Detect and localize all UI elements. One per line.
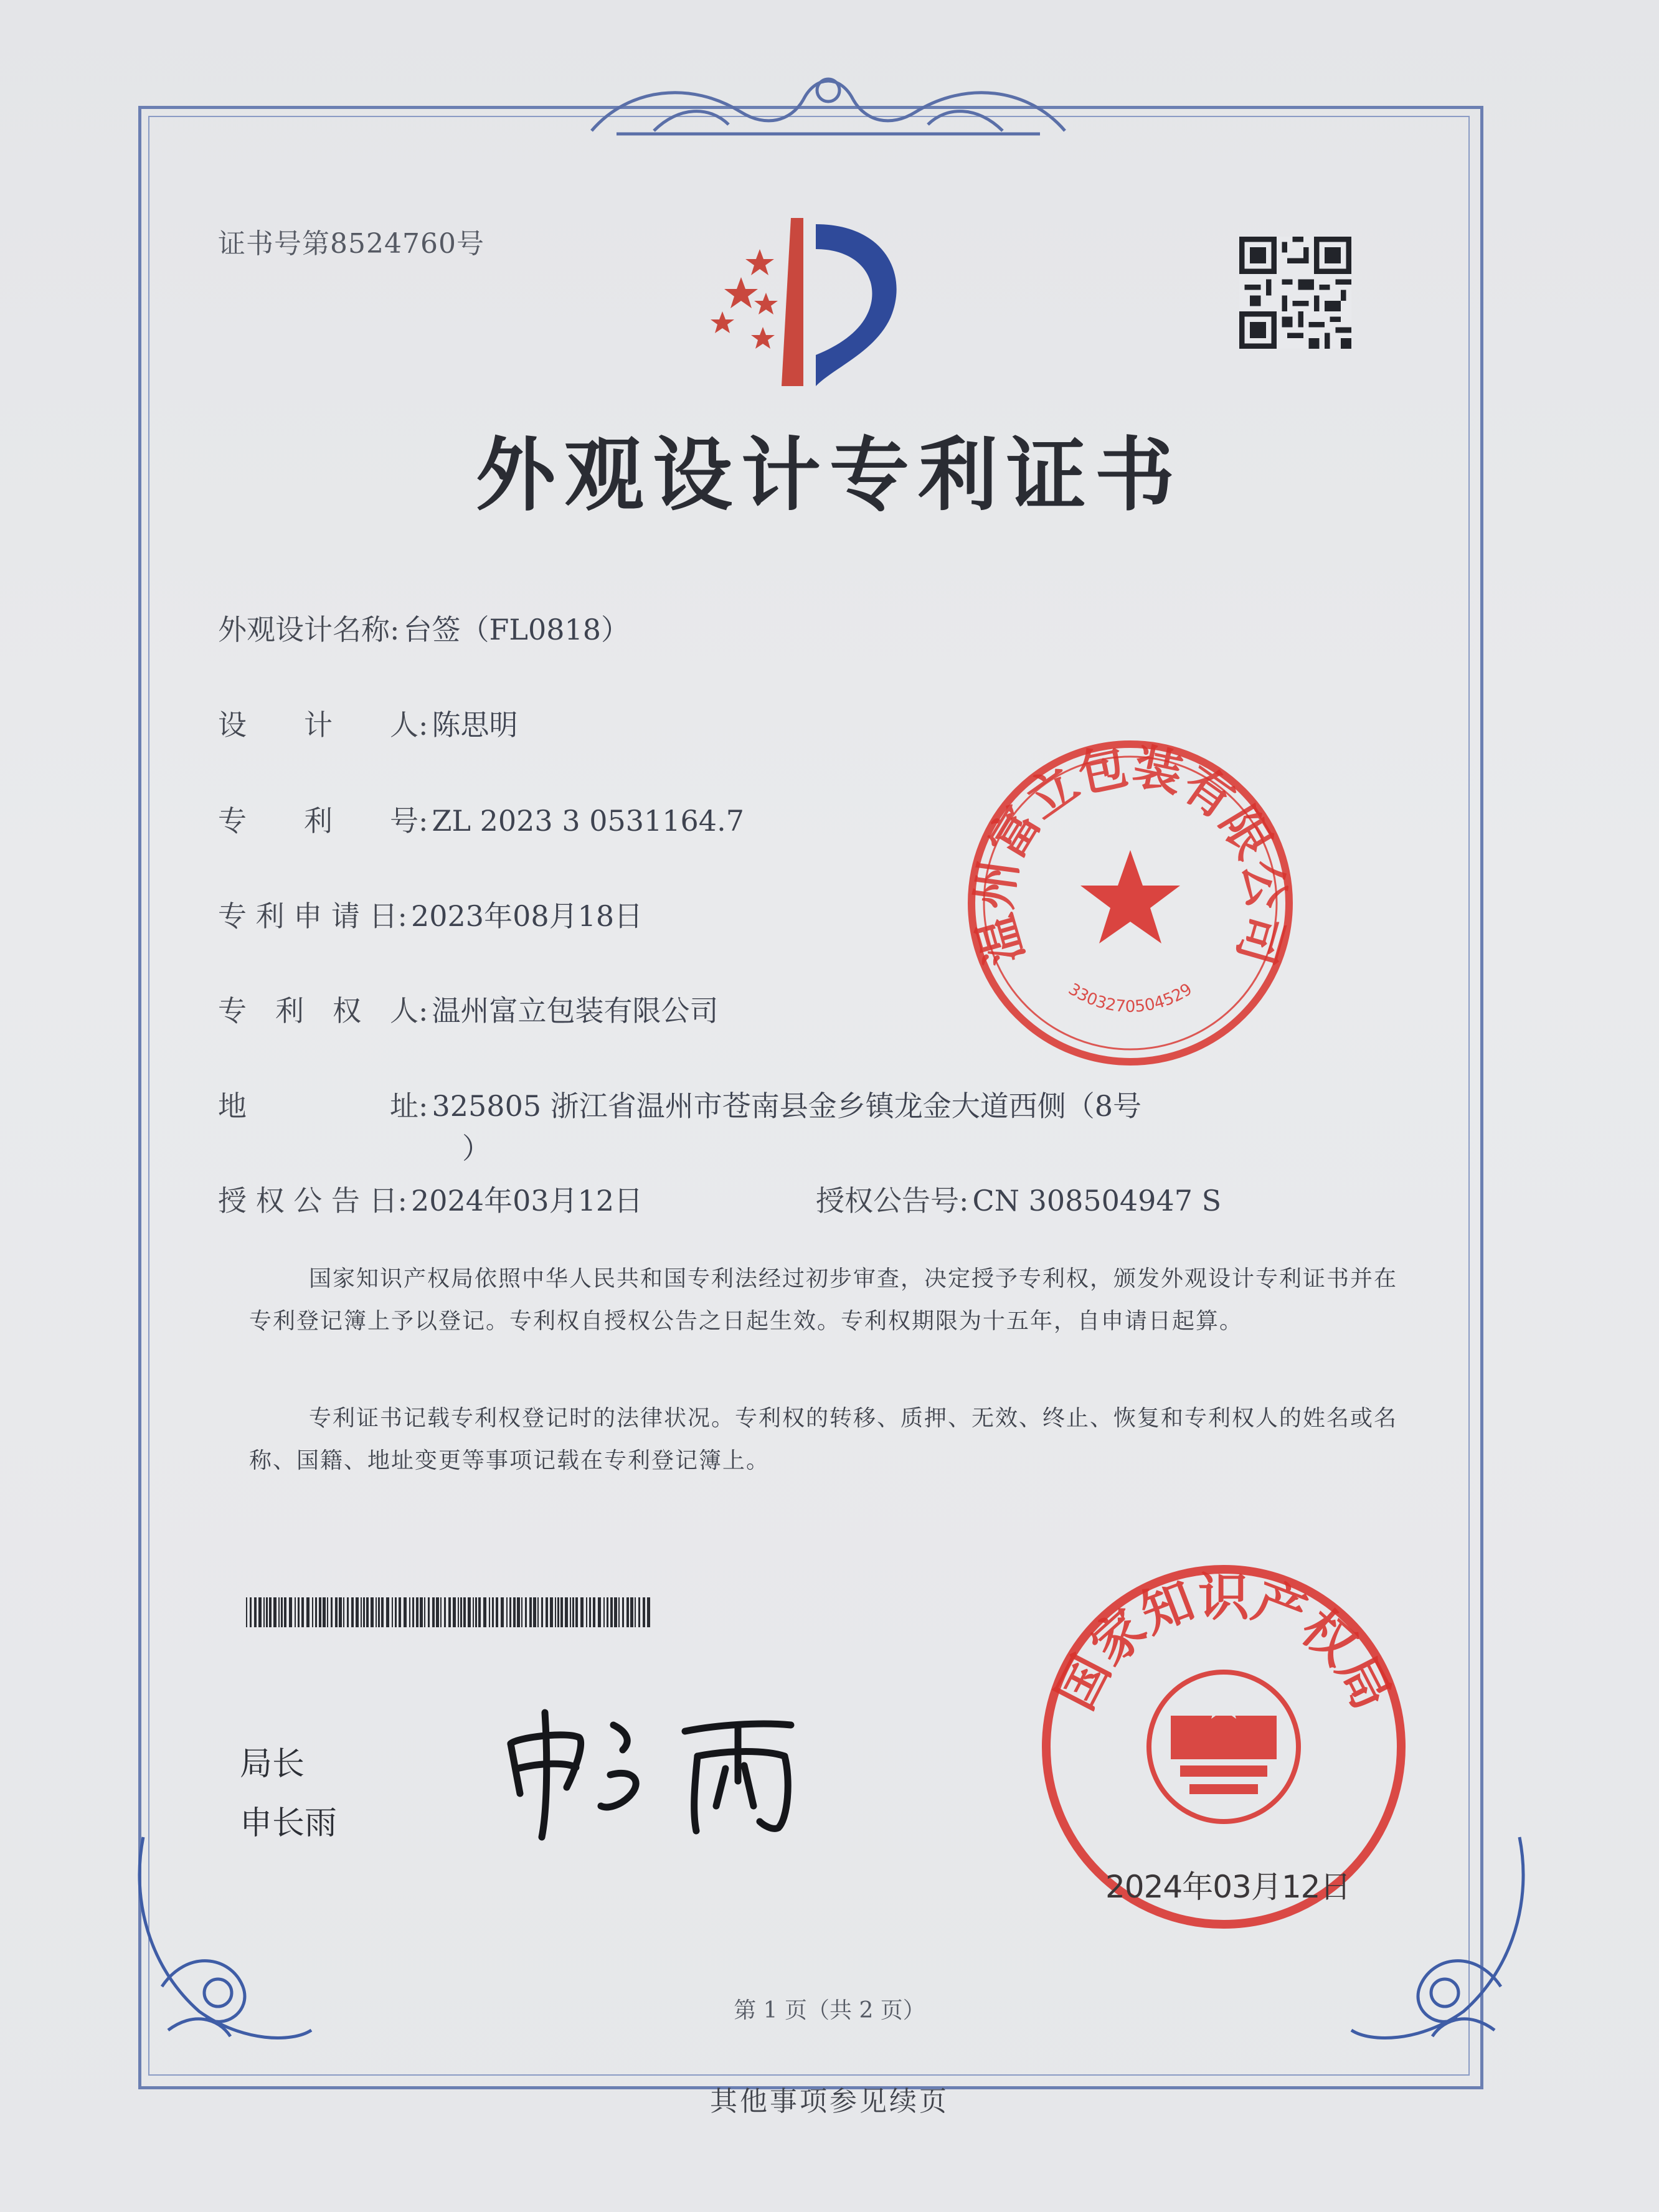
barcode-bar xyxy=(395,1597,397,1627)
barcode-bar xyxy=(246,1597,247,1627)
barcode-bar xyxy=(356,1597,359,1627)
barcode-bar xyxy=(327,1597,328,1627)
field-label: 外观设计名称: xyxy=(218,613,400,646)
barcode-bar xyxy=(319,1597,321,1627)
barcode-bar xyxy=(643,1597,645,1627)
field-value: 台签（FL0818） xyxy=(403,613,630,646)
barcode-bar xyxy=(610,1597,613,1627)
barcode-bar xyxy=(335,1597,338,1627)
barcode-bar xyxy=(347,1597,349,1627)
barcode-bar xyxy=(614,1597,617,1627)
statement-paragraph-1: 国家知识产权局依照中华人民共和国专利法经过初步审查，决定授予专利权，颁发外观设计专利证书并在专利登记簿上予以登记。专利权自授权公告之日起生效。专利权期限为十五年，自申请日起算。 xyxy=(249,1266,1398,1334)
barcode-bar xyxy=(428,1597,430,1627)
field-value: 2023年08月18日 xyxy=(411,899,643,933)
top-ornament xyxy=(579,62,1077,143)
statement-paragraph-2: 专利证书记载专利权登记时的法律状况。专利权的转移、质押、无效、终止、恢复和专利权人的姓名或名称、国籍、地址变更等事项记载在专利登记簿上。 xyxy=(249,1406,1398,1473)
field-patent-number xyxy=(218,798,744,839)
barcode-bar xyxy=(463,1597,466,1627)
barcode-bar xyxy=(647,1597,650,1627)
field-value: ） xyxy=(462,1132,491,1165)
svg-text:3303270504529 xyxy=(1065,980,1196,1016)
barcode-bar xyxy=(506,1597,508,1627)
field-grant-number xyxy=(816,1178,1221,1219)
barcode-bar xyxy=(404,1597,407,1627)
barcode-bar xyxy=(513,1597,516,1627)
seal-date: 2024年03月12日 xyxy=(1105,1869,1351,1905)
barcode-bar xyxy=(366,1597,369,1627)
field-grant-date xyxy=(218,1178,643,1219)
barcode-bar xyxy=(607,1597,608,1627)
field-value: 温州富立包装有限公司 xyxy=(432,994,719,1028)
barcode-bar xyxy=(392,1597,393,1627)
barcode-bar xyxy=(589,1597,591,1627)
field-value: 陈思明 xyxy=(432,708,518,742)
barcode-bar xyxy=(420,1597,423,1627)
barcode-bar xyxy=(475,1597,477,1627)
barcode-bar xyxy=(598,1597,601,1627)
barcode-bar xyxy=(555,1597,556,1627)
office-seal-text: 国家知识产权局 xyxy=(1046,1567,1402,1719)
barcode-bar xyxy=(331,1597,333,1627)
barcode-bar xyxy=(254,1597,257,1627)
qr-code-icon xyxy=(1239,237,1351,349)
barcode-icon xyxy=(246,1597,651,1627)
company-seal xyxy=(962,735,1298,1071)
barcode-bar xyxy=(537,1597,539,1627)
company-seal-text: 温州富立包装有限公司 xyxy=(966,738,1295,971)
barcode-bar xyxy=(409,1597,410,1627)
barcode-bar xyxy=(263,1597,265,1627)
barcode-bar xyxy=(269,1597,272,1627)
barcode-bar xyxy=(533,1597,536,1627)
barcode-bar xyxy=(363,1597,365,1627)
barcode-bar xyxy=(351,1597,354,1627)
barcode-bar xyxy=(295,1597,296,1627)
barcode-bar xyxy=(273,1597,276,1627)
barcode-bar xyxy=(361,1597,362,1627)
barcode-bar xyxy=(575,1597,578,1627)
barcode-bar xyxy=(323,1597,326,1627)
barcode-bar xyxy=(501,1597,504,1627)
director-name: 申长雨 xyxy=(240,1805,338,1842)
field-value: ZL 2023 3 0531164.7 xyxy=(432,804,744,838)
barcode-bar xyxy=(473,1597,474,1627)
barcode-bar xyxy=(371,1597,374,1627)
barcode-bar xyxy=(630,1597,633,1627)
barcode-bar xyxy=(281,1597,283,1627)
field-address-line2 xyxy=(458,1126,491,1167)
barcode-bar xyxy=(453,1597,456,1627)
barcode-bar xyxy=(298,1597,300,1627)
barcode-bar xyxy=(580,1597,584,1627)
barcode-bar xyxy=(416,1597,418,1627)
field-patentee xyxy=(218,988,719,1029)
field-label: 地 址: xyxy=(218,1089,428,1123)
barcode-bar xyxy=(378,1597,380,1627)
barcode-bar xyxy=(432,1597,435,1627)
barcode-bar xyxy=(529,1597,532,1627)
barcode-bar xyxy=(301,1597,304,1627)
barcode-bar xyxy=(483,1597,486,1627)
barcode-bar xyxy=(550,1597,553,1627)
barcode-bar xyxy=(638,1597,640,1627)
barcode-bar xyxy=(284,1597,286,1627)
barcode-bar xyxy=(622,1597,624,1627)
barcode-bar xyxy=(278,1597,280,1627)
cnipa-emblem-icon xyxy=(697,212,928,392)
field-value: CN 308504947 S xyxy=(972,1184,1222,1217)
field-label: 专 利 权 人: xyxy=(218,994,428,1028)
field-application-date xyxy=(218,894,643,935)
barcode-bar xyxy=(460,1597,462,1627)
barcode-bar xyxy=(468,1597,471,1627)
barcode-bar xyxy=(343,1597,344,1627)
barcode-bar xyxy=(381,1597,384,1627)
field-label: 专 利 申 请 日: xyxy=(218,899,407,933)
barcode-bar xyxy=(306,1597,310,1627)
company-seal-number: 3303270504529 xyxy=(1065,980,1196,1016)
barcode-bar xyxy=(386,1597,389,1627)
barcode-bar xyxy=(618,1597,620,1627)
barcode-bar xyxy=(258,1597,262,1627)
barcode-bar xyxy=(478,1597,481,1627)
page-title: 外观设计专利证书 xyxy=(475,429,1183,522)
field-design-name xyxy=(218,607,630,648)
barcode-bar xyxy=(492,1597,494,1627)
barcode-bar xyxy=(399,1597,401,1627)
barcode-bar xyxy=(444,1597,446,1627)
barcode-bar xyxy=(557,1597,559,1627)
barcode-bar xyxy=(424,1597,425,1627)
director-signature xyxy=(498,1688,847,1843)
barcode-bar xyxy=(312,1597,313,1627)
continued-note: 其他事项参见续页 xyxy=(710,2086,949,2117)
barcode-bar xyxy=(560,1597,563,1627)
barcode-bar xyxy=(525,1597,527,1627)
barcode-bar xyxy=(546,1597,548,1627)
barcode-bar xyxy=(266,1597,268,1627)
barcode-bar xyxy=(440,1597,442,1627)
barcode-bar xyxy=(626,1597,629,1627)
barcode-bar xyxy=(289,1597,292,1627)
barcode-bar xyxy=(489,1597,490,1627)
barcode-bar xyxy=(509,1597,511,1627)
field-designer xyxy=(218,702,518,744)
certificate-number: 证书号第8524760号 xyxy=(218,228,484,260)
barcode-bar xyxy=(376,1597,377,1627)
field-address xyxy=(218,1084,1141,1125)
barcode-bar xyxy=(635,1597,636,1627)
barcode-bar xyxy=(339,1597,342,1627)
barcode-bar xyxy=(517,1597,520,1627)
barcode-bar xyxy=(436,1597,439,1627)
barcode-bar xyxy=(541,1597,543,1627)
barcode-bar xyxy=(593,1597,595,1627)
field-label: 授权公告号: xyxy=(816,1184,969,1217)
field-label: 授 权 公 告 日: xyxy=(218,1184,407,1217)
bottom-left-ornament xyxy=(125,1825,324,2061)
barcode-bar xyxy=(572,1597,574,1627)
field-label: 专 利 号: xyxy=(218,804,428,838)
barcode-bar xyxy=(448,1597,451,1627)
field-label: 设 计 人: xyxy=(218,708,428,742)
barcode-bar xyxy=(565,1597,568,1627)
barcode-bar xyxy=(315,1597,317,1627)
barcode-bar xyxy=(521,1597,522,1627)
barcode-bar xyxy=(586,1597,587,1627)
page-number: 第 1 页（共 2 页） xyxy=(734,1998,925,2023)
director-title: 局长 xyxy=(240,1746,305,1783)
barcode-bar xyxy=(496,1597,498,1627)
barcode-bar xyxy=(603,1597,605,1627)
barcode-bar xyxy=(412,1597,414,1627)
field-value: 2024年03月12日 xyxy=(411,1184,643,1217)
barcode-bar xyxy=(250,1597,252,1627)
field-value: 325805 浙江省温州市苍南县金乡镇龙金大道西侧（8号 xyxy=(432,1089,1141,1123)
barcode-bar xyxy=(458,1597,459,1627)
barcode-bar xyxy=(570,1597,571,1627)
